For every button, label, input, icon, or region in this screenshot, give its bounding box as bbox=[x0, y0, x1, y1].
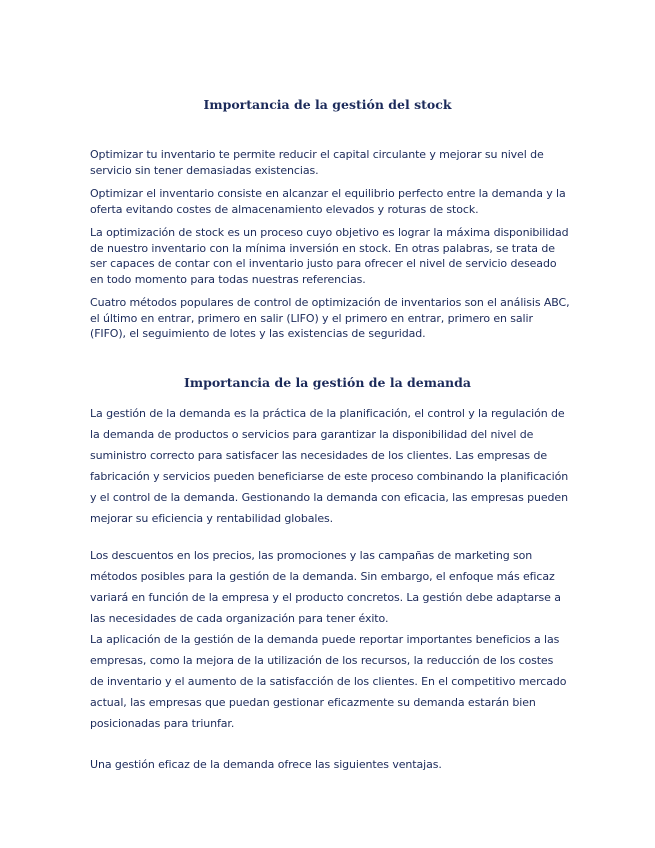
paragraph: Los descuentos en los precios, las promociones y las campañas de marketing son métodos posibles para la gestión de la demanda. Sin embargo, el enfoque más eficaz variará en función de la empresa y el producto concretos. La gestión debe adaptarse a las necesidades de cada organización para tener éxito. bbox=[90, 549, 561, 625]
paragraph: Optimizar el inventario consiste en alcanzar el equilibrio perfecto entre la demanda y la oferta evitando costes de almacenamiento elevados y roturas de stock. bbox=[90, 187, 566, 216]
paragraph: Cuatro métodos populares de control de optimización de inventarios son el análisis ABC, el último en entrar, primero en salir (LIFO) y el primero en entrar, primero en salir (FIFO), el seguimiento de lotes y las existencias de seguridad. bbox=[90, 296, 570, 340]
section-title-stock: Importancia de la gestión del stock bbox=[203, 97, 452, 112]
paragraph: Una gestión eficaz de la demanda ofrece las siguientes ventajas. bbox=[90, 758, 442, 771]
paragraph: Optimizar tu inventario te permite reducir el capital circulante y mejorar su nivel de servicio sin tener demasiadas existencias. bbox=[90, 148, 544, 177]
section-body-demand bbox=[90, 403, 570, 775]
section-body-stock bbox=[90, 147, 570, 350]
paragraph: La gestión de la demanda es la práctica de la planificación, el control y la regulación de la demanda de productos o servicios para garantizar la disponibilidad del nivel de suministro correcto para satisfacer las necesidades de los clientes. Las empresas de fabricación y servicios pueden beneficiarse de este proceso combinando la planificación y el control de la demanda. Gestionando la demanda con eficacia, las empresas pueden mejorar su eficiencia y rentabilidad globales. bbox=[90, 407, 569, 525]
paragraph: La aplicación de la gestión de la demanda puede reportar importantes beneficios a las empresas, como la mejora de la utilización de los recursos, la reducción de los costes de inventario y el aumento de la satisfacción de los clientes. En el competitivo mercado actual, las empresas que puedan gestionar eficazmente su demanda estarán bien posicionadas para triunfar. bbox=[90, 633, 567, 730]
paragraph: La optimización de stock es un proceso cuyo objetivo es lograr la máxima disponibilidad de nuestro inventario con la mínima inversión en stock. En otras palabras, se trata de ser capaces de contar con el inventario justo para ofrecer el nivel de servicio deseado en todo momento para todas nuestras referencias. bbox=[90, 226, 569, 286]
section-title-demand: Importancia de la gestión de la demanda bbox=[184, 375, 471, 390]
